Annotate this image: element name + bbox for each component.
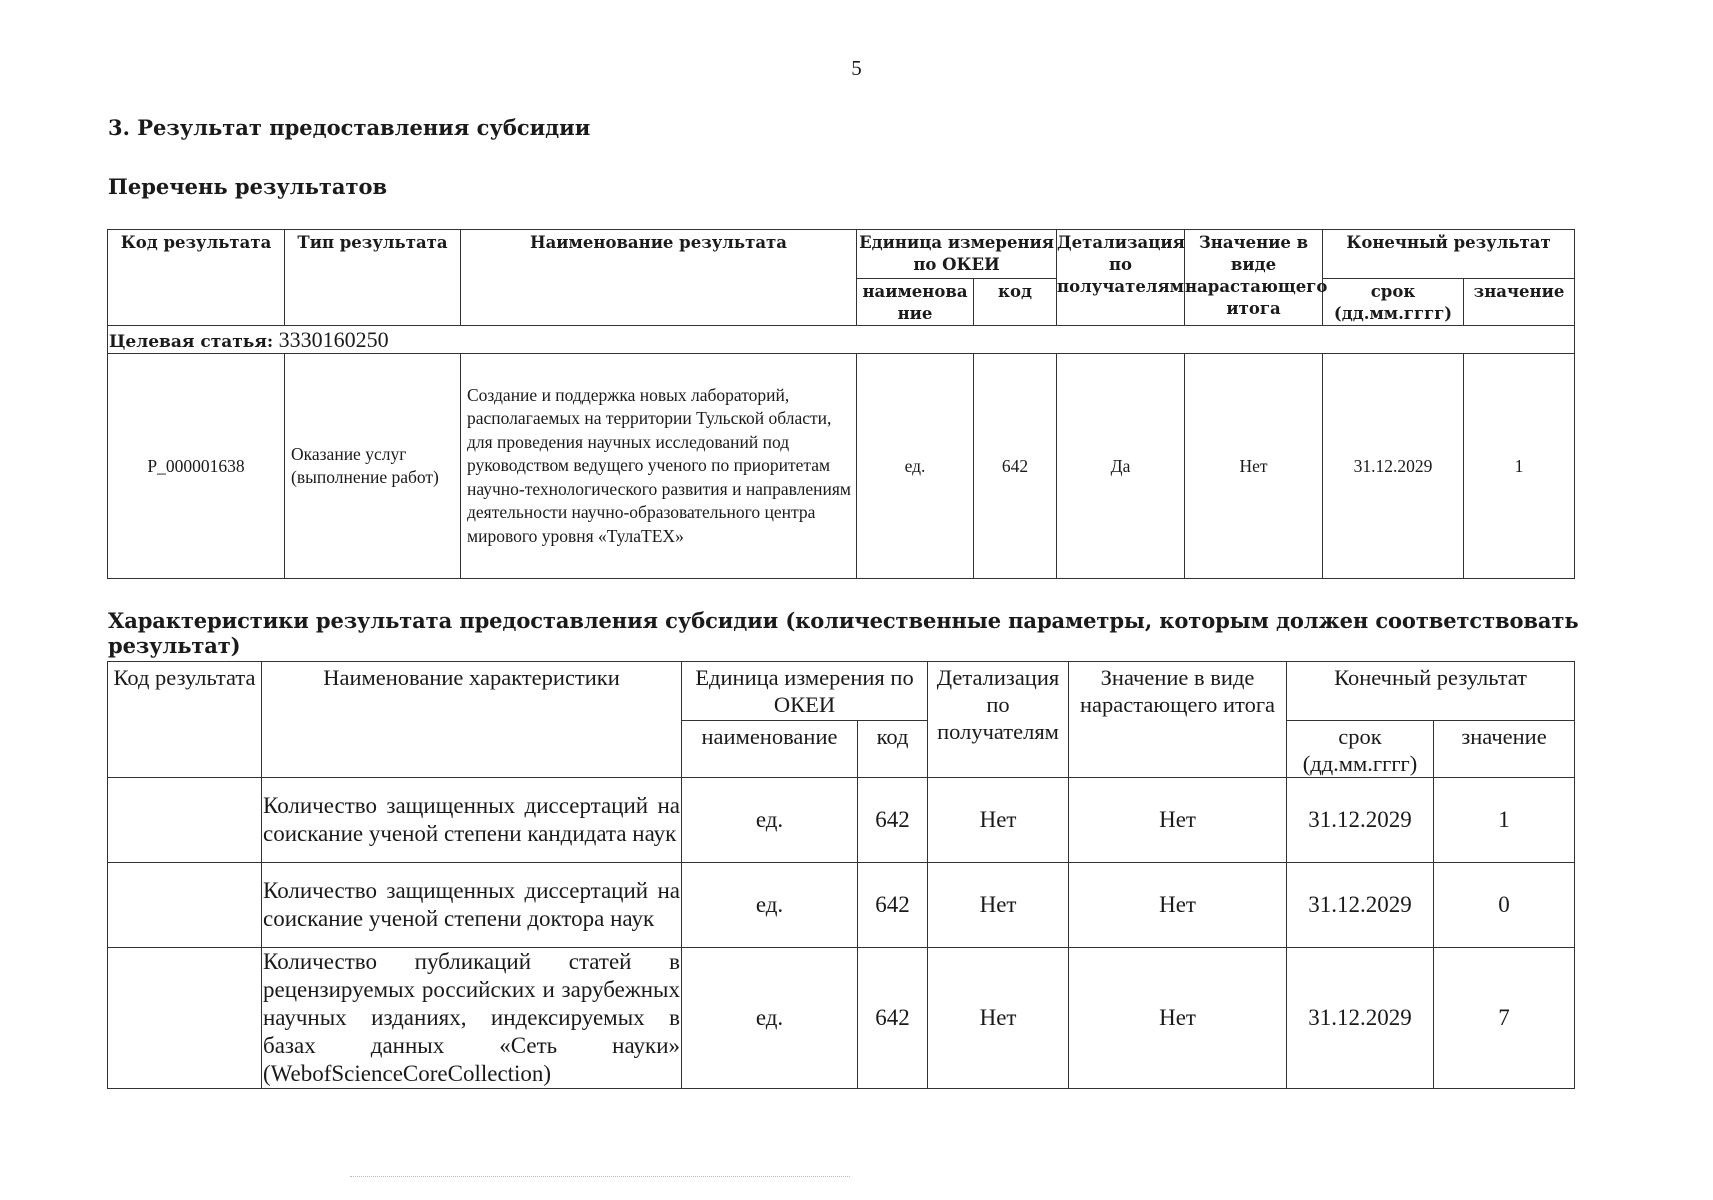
header-char-unit-name: наименование bbox=[682, 721, 858, 778]
header-char-final-value: значение bbox=[1434, 721, 1575, 778]
table-row bbox=[108, 863, 1575, 948]
char-name: Количество защищенных диссертаций на соискание ученой степени кандидата наук bbox=[262, 778, 682, 863]
results-table bbox=[107, 229, 1575, 579]
header-unit-name: наименование bbox=[857, 279, 974, 326]
char-final-value: 1 bbox=[1434, 778, 1575, 863]
header-char-final-group: Конечный результат bbox=[1287, 662, 1575, 721]
header-unit-code: код bbox=[974, 279, 1057, 326]
header-unit-group: Единица измерения по ОКЕИ bbox=[857, 230, 1057, 279]
result-unit-name: ед. bbox=[857, 354, 974, 579]
char-code bbox=[108, 863, 262, 948]
char-unit-name: ед. bbox=[682, 948, 858, 1089]
char-final-date: 31.12.2029 bbox=[1287, 863, 1434, 948]
header-result-type: Тип результата bbox=[285, 230, 461, 326]
char-final-date: 31.12.2029 bbox=[1287, 778, 1434, 863]
article-code: 3330160250 bbox=[278, 326, 389, 352]
scan-artifact-line bbox=[350, 1176, 850, 1178]
char-detail: Нет bbox=[928, 863, 1069, 948]
header-result-code: Код результата bbox=[108, 230, 285, 326]
header-detail: Детализация по получателям bbox=[1057, 230, 1185, 326]
section-title: 3. Результат предоставления субсидии bbox=[108, 115, 591, 140]
header-final-group: Конечный результат bbox=[1323, 230, 1575, 279]
char-name: Количество защищенных диссертаций на соискание ученой степени доктора наук bbox=[262, 863, 682, 948]
article-row bbox=[108, 326, 1575, 354]
result-unit-code: 642 bbox=[974, 354, 1057, 579]
header-cumulative: Значение в виде нарастающего итога bbox=[1185, 230, 1323, 326]
characteristics-table bbox=[107, 661, 1575, 1089]
result-code: P_000001638 bbox=[108, 354, 285, 579]
char-cumulative: Нет bbox=[1069, 948, 1287, 1089]
char-cumulative: Нет bbox=[1069, 778, 1287, 863]
table-row bbox=[108, 778, 1575, 863]
char-cumulative: Нет bbox=[1069, 863, 1287, 948]
header-char-name: Наименование характеристики bbox=[262, 662, 682, 778]
header-result-name: Наименование результата bbox=[461, 230, 857, 326]
result-cumulative: Нет bbox=[1185, 354, 1323, 579]
char-unit-name: ед. bbox=[682, 863, 858, 948]
char-detail: Нет bbox=[928, 948, 1069, 1089]
table-row bbox=[108, 354, 1575, 579]
char-unit-code: 642 bbox=[858, 863, 928, 948]
char-unit-code: 642 bbox=[858, 948, 928, 1089]
char-final-value: 7 bbox=[1434, 948, 1575, 1089]
header-final-value: значение bbox=[1464, 279, 1575, 326]
result-final-value: 1 bbox=[1464, 354, 1575, 579]
char-final-value: 0 bbox=[1434, 863, 1575, 948]
result-name: Создание и поддержка новых лабораторий, располагаемых на территории Тульской области, для проведения научных исследований под руководством ведущего ученого по приоритетам научно-технологического развития и направлениям деятельности научно-образовательного центра мирового уровня «ТулаТЕХ» bbox=[461, 354, 857, 579]
result-final-date: 31.12.2029 bbox=[1323, 354, 1464, 579]
char-unit-name: ед. bbox=[682, 778, 858, 863]
table-row bbox=[108, 948, 1575, 1089]
char-name: Количество публикаций статей в рецензируемых российских и зарубежных научных изданиях, индексируемых в базах данных «Сеть науки» (WebofScienceCoreCollection) bbox=[262, 948, 682, 1089]
header-char-unit-code: код bbox=[858, 721, 928, 778]
header-char-final-date: срок (дд.мм.гггг) bbox=[1287, 721, 1434, 778]
header-char-code: Код результата bbox=[108, 662, 262, 778]
results-list-title: Перечень результатов bbox=[108, 174, 388, 199]
characteristics-title: Характеристики результата предоставления субсидии (количественные параметры, которым должен соответствовать результат) bbox=[108, 608, 1579, 658]
char-unit-code: 642 bbox=[858, 778, 928, 863]
header-char-unit-group: Единица измерения по ОКЕИ bbox=[682, 662, 928, 721]
header-final-date: срок (дд.мм.гггг) bbox=[1323, 279, 1464, 326]
result-detail: Да bbox=[1057, 354, 1185, 579]
page-number: 5 bbox=[851, 56, 862, 80]
header-char-detail: Детализация по получателям bbox=[928, 662, 1069, 778]
char-code bbox=[108, 778, 262, 863]
header-char-cumulative: Значение в виде нарастающего итога bbox=[1069, 662, 1287, 778]
result-type: Оказание услуг (выполнение работ) bbox=[285, 354, 461, 579]
article-label: Целевая статья: bbox=[109, 331, 274, 352]
char-final-date: 31.12.2029 bbox=[1287, 948, 1434, 1089]
char-code bbox=[108, 948, 262, 1089]
char-detail: Нет bbox=[928, 778, 1069, 863]
